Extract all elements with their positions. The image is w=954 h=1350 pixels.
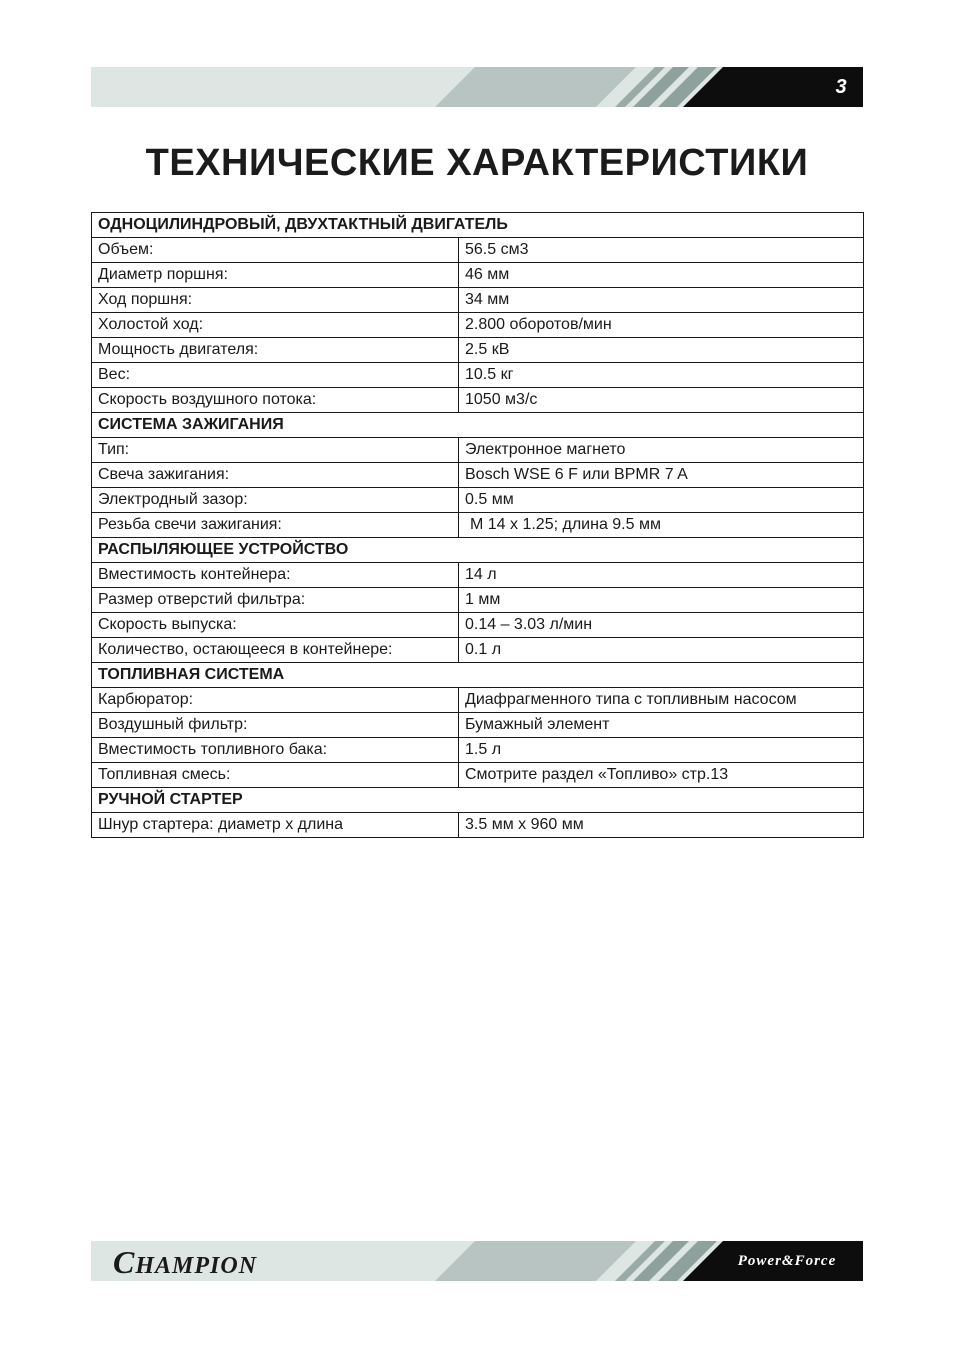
- section-header-sprayer: [92, 538, 864, 563]
- spec-value: 0.1 л: [459, 638, 864, 663]
- spec-label: Электродный зазор:: [92, 488, 459, 513]
- spec-value: 0.5 мм: [459, 488, 864, 513]
- section-heading: РАСПЫЛЯЮЩЕЕ УСТРОЙСТВО: [92, 538, 864, 563]
- spec-label: Вместимость контейнера:: [92, 563, 459, 588]
- spec-value: 2.5 кВ: [459, 338, 864, 363]
- page-number: 3: [835, 76, 847, 98]
- spec-label: Объем:: [92, 238, 459, 263]
- spec-value: Бумажный элемент: [459, 713, 864, 738]
- section-header-starter: [92, 788, 864, 813]
- table-row: [92, 563, 864, 588]
- tagline: Power&Force: [737, 1253, 837, 1269]
- table-row: [92, 313, 864, 338]
- section-header-ignition: [92, 413, 864, 438]
- logo-rest: HAMPION: [135, 1253, 258, 1279]
- spec-value: 10.5 кг: [459, 363, 864, 388]
- spec-label: Диаметр поршня:: [92, 263, 459, 288]
- spec-value: 2.800 оборотов/мин: [459, 313, 864, 338]
- spec-value: Диафрагменного типа с топливным насосом: [459, 688, 864, 713]
- page-title: ТЕХНИЧЕСКИЕ ХАРАКТЕРИСТИКИ: [145, 142, 809, 184]
- logo-initial: C: [113, 1244, 136, 1280]
- spec-value: 1 мм: [459, 588, 864, 613]
- spec-value: 56.5 см3: [459, 238, 864, 263]
- spec-label: Количество, остающееся в контейнере:: [92, 638, 459, 663]
- table-row: [92, 463, 864, 488]
- table-row: [92, 238, 864, 263]
- spec-value: 3.5 мм x 960 мм: [459, 813, 864, 838]
- table-row: [92, 588, 864, 613]
- table-row: [92, 288, 864, 313]
- spec-label: Резьба свечи зажигания:: [92, 513, 459, 538]
- spec-label: Размер отверстий фильтра:: [92, 588, 459, 613]
- spec-label: Топливная смесь:: [92, 763, 459, 788]
- header-band-graphic: [91, 67, 863, 107]
- spec-label: Карбюратор:: [92, 688, 459, 713]
- spec-label: Свеча зажигания:: [92, 463, 459, 488]
- spec-value: Bosch WSE 6 F или BPMR 7 A: [459, 463, 864, 488]
- spec-label: Холостой ход:: [92, 313, 459, 338]
- spec-label: Тип:: [92, 438, 459, 463]
- table-row: [92, 613, 864, 638]
- spec-label: Скорость выпуска:: [92, 613, 459, 638]
- spec-label: Воздушный фильтр:: [92, 713, 459, 738]
- table-row: [92, 263, 864, 288]
- spec-label: Ход поршня:: [92, 288, 459, 313]
- table-row: [92, 713, 864, 738]
- table-row: [92, 738, 864, 763]
- section-header-engine: [92, 213, 864, 238]
- spec-label: Шнур стартера: диаметр x длина: [92, 813, 459, 838]
- header-band: [91, 67, 863, 107]
- table-row: [92, 388, 864, 413]
- table-row: [92, 488, 864, 513]
- table-row: [92, 688, 864, 713]
- spec-value: 1.5 л: [459, 738, 864, 763]
- section-heading: СИСТЕМА ЗАЖИГАНИЯ: [92, 413, 864, 438]
- champion-logo: [113, 1244, 257, 1280]
- section-heading: РУЧНОЙ СТАРТЕР: [92, 788, 864, 813]
- spec-label: Мощность двигателя:: [92, 338, 459, 363]
- spec-label: Скорость воздушного потока:: [92, 388, 459, 413]
- table-row: [92, 363, 864, 388]
- spec-table: [91, 212, 864, 838]
- spec-value: 14 л: [459, 563, 864, 588]
- spec-value: M 14 x 1.25; длина 9.5 мм: [459, 513, 864, 538]
- section-heading: ТОПЛИВНАЯ СИСТЕМА: [92, 663, 864, 688]
- section-heading: ОДНОЦИЛИНДРОВЫЙ, ДВУХТАКТНЫЙ ДВИГАТЕЛЬ: [92, 213, 864, 238]
- table-row: [92, 513, 864, 538]
- spec-value: Электронное магнето: [459, 438, 864, 463]
- spec-label: Вес:: [92, 363, 459, 388]
- spec-value: 46 мм: [459, 263, 864, 288]
- spec-value: 0.14 – 3.03 л/мин: [459, 613, 864, 638]
- section-header-fuel: [92, 663, 864, 688]
- table-row: [92, 813, 864, 838]
- spec-value: Смотрите раздел «Топливо» стр.13: [459, 763, 864, 788]
- table-row: [92, 763, 864, 788]
- table-row: [92, 638, 864, 663]
- spec-value: 34 мм: [459, 288, 864, 313]
- table-row: [92, 338, 864, 363]
- spec-label: Вместимость топливного бака:: [92, 738, 459, 763]
- spec-value: 1050 м3/с: [459, 388, 864, 413]
- table-row: [92, 438, 864, 463]
